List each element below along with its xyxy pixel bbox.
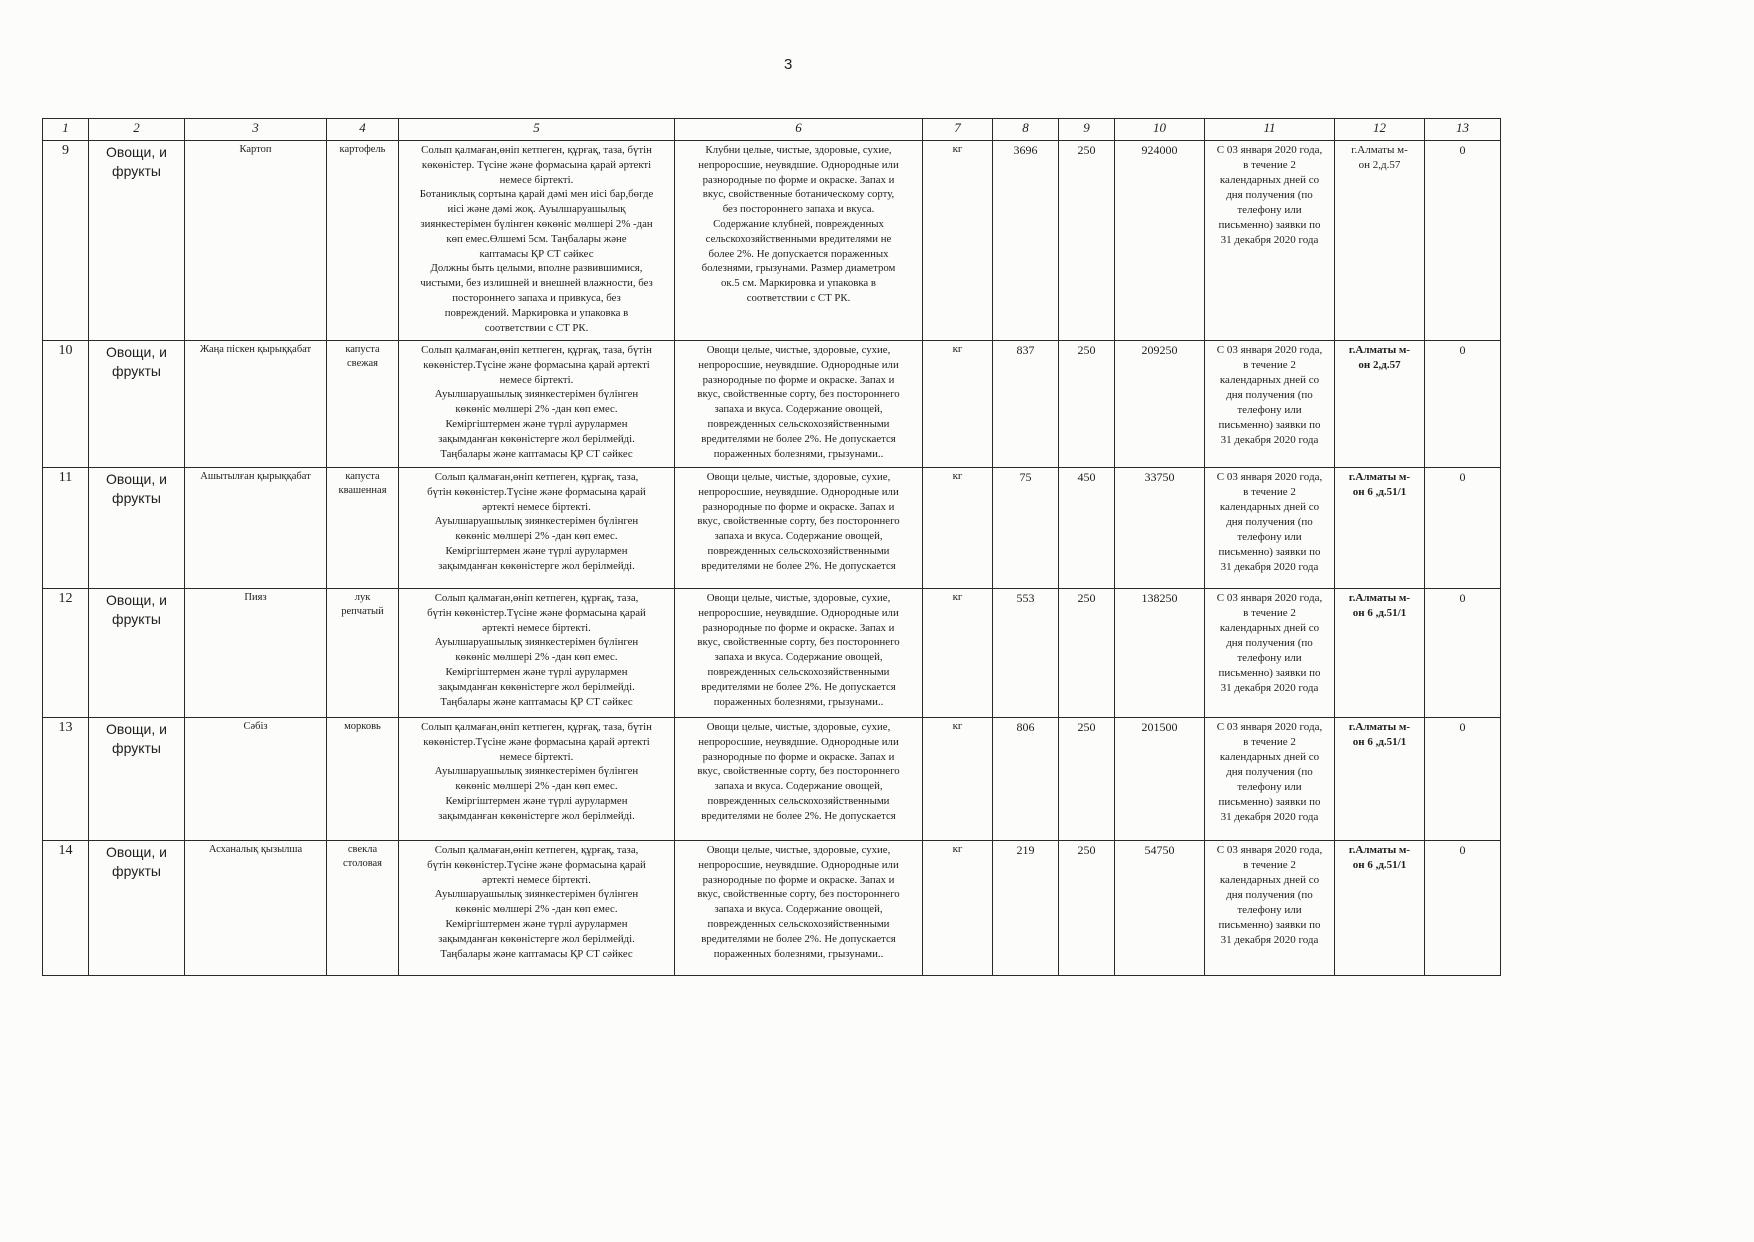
header-col-8: 8 <box>993 119 1059 141</box>
cell-price: 250 <box>1059 141 1115 341</box>
header-col-5: 5 <box>399 119 675 141</box>
header-col-2: 2 <box>89 119 185 141</box>
table-row <box>43 718 1501 841</box>
cell-amount: 201500 <box>1115 718 1205 841</box>
cell-name-ru: картофель <box>327 141 399 341</box>
header-col-7: 7 <box>923 119 993 141</box>
cell-delivery-term: С 03 января 2020 года, в течение 2 календарных дней со дня получения (по телефону или письменно) заявки по 31 декабря 2020 года <box>1205 341 1335 468</box>
cell-amount: 924000 <box>1115 141 1205 341</box>
header-col-4: 4 <box>327 119 399 141</box>
cell-spec-kz: Солып қалмаған,өніп кетпеген, құрғақ, таза, бүтін көкөністер.Түсіне және формасына қарай әртекті немесе біртекті. Ауылшаруашылық зиянкестерімен бүлінген көкөніс мөлшері 2% -дан көп емес. Кеміргіштермен және түрлі аурулармен зақымданған көкөністерге жол берілмейді. Таңбалары және каптамасы ҚР СТ сәйкес <box>399 589 675 718</box>
cell-unit: кг <box>923 589 993 718</box>
header-col-13: 13 <box>1425 119 1501 141</box>
cell-spec-kz: Солып қалмаған,өніп кетпеген, құрғақ, таза, бүтін көкөністер. Түсіне және формасына қарай әртекті немесе біртекті. Ботаниклық сортына қарай дәмі мен иісі бар,бөгде иісі және дәмі жоқ. Ауылшаруашылық зиянкестерімен бүлінген көкөніс мөлшері 2% -дан көп емес.Өлшемі 5см. Таңбалары және каптамасы ҚР СТ сәйкес Должны быть целыми, вполне развившимися, чистыми, без излишней и внешней влажности, без постороннего запаха и привкуса, без повреждений. Маркировка и упаковка в соответствии с СТ РК. <box>399 141 675 341</box>
table-row <box>43 141 1501 341</box>
cell-price: 250 <box>1059 589 1115 718</box>
cell-amount: 33750 <box>1115 468 1205 589</box>
cell-delivery-place: г.Алматы м- он 6 ,д.51/1 <box>1335 468 1425 589</box>
cell-category: Овощи, и фрукты <box>89 841 185 976</box>
cell-spec-ru: Овощи целые, чистые, здоровые, сухие, непроросшие, неувядшие. Однородные или разнородные по форме и окраске. Запах и вкус, свойственные сорту, без постороннего запаха и вкуса. Содержание овощей, поврежденных сельскохозяйственными вредителями не более 2%. Не допускается пораженных болезнями, грызунами.. <box>675 589 923 718</box>
cell-quantity: 75 <box>993 468 1059 589</box>
cell-delivery-term: С 03 января 2020 года, в течение 2 календарных дней со дня получения (по телефону или письменно) заявки по 31 декабря 2020 года <box>1205 589 1335 718</box>
cell-spec-ru: Овощи целые, чистые, здоровые, сухие, непроросшие, неувядшие. Однородные или разнородные по форме и окраске. Запах и вкус, свойственные сорту, без постороннего запаха и вкуса. Содержание овощей, поврежденных сельскохозяйственными вредителями не более 2%. Не допускается <box>675 718 923 841</box>
cell-advance: 0 <box>1425 841 1501 976</box>
cell-delivery-term: С 03 января 2020 года, в течение 2 календарных дней со дня получения (по телефону или письменно) заявки по 31 декабря 2020 года <box>1205 141 1335 341</box>
cell-quantity: 806 <box>993 718 1059 841</box>
table-body <box>43 141 1501 976</box>
cell-unit: кг <box>923 141 993 341</box>
cell-name-ru: капуста свежая <box>327 341 399 468</box>
cell-spec-ru: Клубни целые, чистые, здоровые, сухие, непроросшие, неувядшие. Однородные или разнородные по форме и окраске. Запах и вкус, свойственные ботаническому сорту, без постороннего запаха и вкуса. Содержание клубней, поврежденных сельскохозяйственными вредителями не более 2%. Не допускается пораженных болезнями, грызунами. Размер диаметром ок.5 см. Маркировка и упаковка в соответствии с СТ РК. <box>675 141 923 341</box>
header-col-12: 12 <box>1335 119 1425 141</box>
cell-spec-ru: Овощи целые, чистые, здоровые, сухие, непроросшие, неувядшие. Однородные или разнородные по форме и окраске. Запах и вкус, свойственные сорту, без постороннего запаха и вкуса. Содержание овощей, поврежденных сельскохозяйственными вредителями не более 2%. Не допускается пораженных болезнями, грызунами.. <box>675 841 923 976</box>
cell-name-ru: капуста квашенная <box>327 468 399 589</box>
cell-no: 11 <box>43 468 89 589</box>
header-col-6: 6 <box>675 119 923 141</box>
cell-delivery-term: С 03 января 2020 года, в течение 2 календарных дней со дня получения (по телефону или письменно) заявки по 31 декабря 2020 года <box>1205 841 1335 976</box>
cell-price: 250 <box>1059 718 1115 841</box>
cell-unit: кг <box>923 468 993 589</box>
cell-delivery-term: С 03 января 2020 года, в течение 2 календарных дней со дня получения (по телефону или письменно) заявки по 31 декабря 2020 года <box>1205 468 1335 589</box>
cell-unit: кг <box>923 718 993 841</box>
header-col-3: 3 <box>185 119 327 141</box>
cell-advance: 0 <box>1425 341 1501 468</box>
cell-category: Овощи, и фрукты <box>89 468 185 589</box>
cell-no: 10 <box>43 341 89 468</box>
cell-price: 250 <box>1059 841 1115 976</box>
table-header <box>43 119 1501 141</box>
cell-delivery-place: г.Алматы м- он 2,д.57 <box>1335 141 1425 341</box>
cell-spec-ru: Овощи целые, чистые, здоровые, сухие, непроросшие, неувядшие. Однородные или разнородные по форме и окраске. Запах и вкус, свойственные сорту, без постороннего запаха и вкуса. Содержание овощей, поврежденных сельскохозяйственными вредителями не более 2%. Не допускается пораженных болезнями, грызунами.. <box>675 341 923 468</box>
data-table <box>42 118 1501 976</box>
cell-name-kz: Ашытылған қырыққабат <box>185 468 327 589</box>
cell-category: Овощи, и фрукты <box>89 341 185 468</box>
cell-advance: 0 <box>1425 141 1501 341</box>
header-col-1: 1 <box>43 119 89 141</box>
cell-amount: 138250 <box>1115 589 1205 718</box>
table-row <box>43 841 1501 976</box>
cell-quantity: 553 <box>993 589 1059 718</box>
cell-no: 9 <box>43 141 89 341</box>
cell-unit: кг <box>923 841 993 976</box>
table-header-row <box>43 119 1501 141</box>
cell-spec-kz: Солып қалмаған,өніп кетпеген, құрғақ, таза, бүтін көкөністер.Түсіне және формасына қарай әртекті немесе біртекті. Ауылшаруашылық зиянкестерімен бүлінген көкөніс мөлшері 2% -дан көп емес. Кеміргіштермен және түрлі аурулармен зақымданған көкөністерге жол берілмейді. Таңбалары және каптамасы ҚР СТ сәйкес <box>399 841 675 976</box>
header-col-9: 9 <box>1059 119 1115 141</box>
cell-name-ru: лук репчатый <box>327 589 399 718</box>
cell-delivery-place: г.Алматы м- он 6 ,д.51/1 <box>1335 841 1425 976</box>
cell-price: 250 <box>1059 341 1115 468</box>
cell-no: 12 <box>43 589 89 718</box>
cell-name-kz: Асханалық қызылша <box>185 841 327 976</box>
cell-quantity: 837 <box>993 341 1059 468</box>
cell-quantity: 3696 <box>993 141 1059 341</box>
cell-delivery-place: г.Алматы м- он 6 ,д.51/1 <box>1335 589 1425 718</box>
cell-name-kz: Сәбіз <box>185 718 327 841</box>
cell-spec-ru: Овощи целые, чистые, здоровые, сухие, непроросшие, неувядшие. Однородные или разнородные по форме и окраске. Запах и вкус, свойственные сорту, без постороннего запаха и вкуса. Содержание овощей, поврежденных сельскохозяйственными вредителями не более 2%. Не допускается <box>675 468 923 589</box>
cell-no: 13 <box>43 718 89 841</box>
cell-delivery-place: г.Алматы м- он 2,д.57 <box>1335 341 1425 468</box>
cell-advance: 0 <box>1425 718 1501 841</box>
cell-delivery-place: г.Алматы м- он 6 ,д.51/1 <box>1335 718 1425 841</box>
table-row <box>43 341 1501 468</box>
cell-unit: кг <box>923 341 993 468</box>
cell-advance: 0 <box>1425 589 1501 718</box>
table-row <box>43 468 1501 589</box>
cell-category: Овощи, и фрукты <box>89 141 185 341</box>
cell-delivery-term: С 03 января 2020 года, в течение 2 календарных дней со дня получения (по телефону или письменно) заявки по 31 декабря 2020 года <box>1205 718 1335 841</box>
cell-no: 14 <box>43 841 89 976</box>
cell-price: 450 <box>1059 468 1115 589</box>
cell-name-ru: свекла столовая <box>327 841 399 976</box>
cell-category: Овощи, и фрукты <box>89 718 185 841</box>
cell-spec-kz: Солып қалмаған,өніп кетпеген, құрғақ, таза, бүтін көкөністер.Түсіне және формасына қарай әртекті немесе біртекті. Ауылшаруашылық зиянкестерімен бүлінген көкөніс мөлшері 2% -дан көп емес. Кеміргіштермен және түрлі аурулармен зақымданған көкөністерге жол берілмейді. <box>399 468 675 589</box>
table-row <box>43 589 1501 718</box>
cell-category: Овощи, и фрукты <box>89 589 185 718</box>
header-col-10: 10 <box>1115 119 1205 141</box>
cell-name-kz: Пияз <box>185 589 327 718</box>
cell-spec-kz: Солып қалмаған,өніп кетпеген, құрғақ, таза, бүтін көкөністер.Түсіне және формасына қарай әртекті немесе біртекті. Ауылшаруашылық зиянкестерімен бүлінген көкөніс мөлшері 2% -дан көп емес. Кеміргіштермен және түрлі аурулармен зақымданған көкөністерге жол берілмейді. <box>399 718 675 841</box>
cell-amount: 54750 <box>1115 841 1205 976</box>
header-col-11: 11 <box>1205 119 1335 141</box>
cell-name-ru: морковь <box>327 718 399 841</box>
cell-name-kz: Картоп <box>185 141 327 341</box>
cell-spec-kz: Солып қалмаған,өніп кетпеген, құрғақ, таза, бүтін көкөністер.Түсіне және формасына қарай әртекті немесе біртекті. Ауылшаруашылық зиянкестерімен бүлінген көкөніс мөлшері 2% -дан көп емес. Кеміргіштермен және түрлі аурулармен зақымданған көкөністерге жол берілмейді. Таңбалары және каптамасы ҚР СТ сәйкес <box>399 341 675 468</box>
cell-quantity: 219 <box>993 841 1059 976</box>
cell-name-kz: Жаңа піскен қырыққабат <box>185 341 327 468</box>
cell-amount: 209250 <box>1115 341 1205 468</box>
page-number: 3 <box>784 56 793 73</box>
cell-advance: 0 <box>1425 468 1501 589</box>
